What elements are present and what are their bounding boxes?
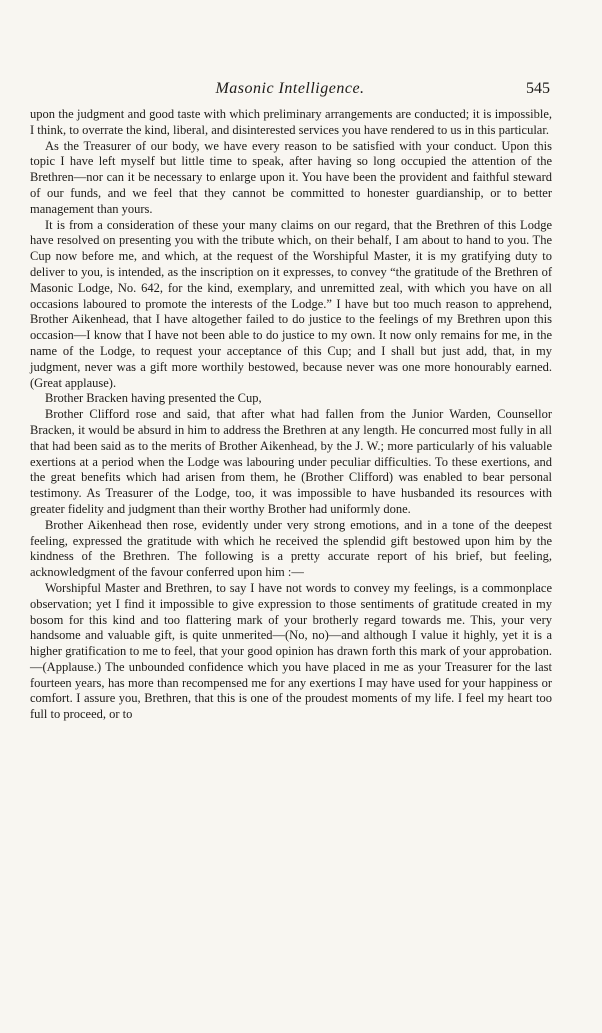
paragraph-3: It is from a consideration of these your many claims on our regard, that the Brethren of this Lodge have resolved on presenting you with the tribute which, on their behalf, I am about to hand to you. The Cup now before me, and which, at the request of the Worshipful Master, it is my gratifying duty to deliver to you, is intended, as the inscription on it expresses, to convey “the gratitude of the Brethren of Masonic Lodge, No. 642, for the kind, exemplary, and unremitted zeal, with which you have on all occasions laboured to promote the interests of the Lodge.” I have but too much reason to apprehend, Brother Aikenhead, that I have altogether failed to do justice to the feelings of my Brethren upon this occasion—I know that I have not been able to do justice to my own. It now only remains for me, in the name of the Lodge, to request your acceptance of this Cup; and I shall but just add, that, in my judgment, never was a gift more worthily bestowed, because never was one more honourably earned. (Great applause). <box>30 217 552 390</box>
body-text <box>30 107 552 723</box>
page-header <box>30 80 550 102</box>
page-number: 545 <box>526 80 550 97</box>
paragraph-4: Brother Bracken having presented the Cup, <box>45 391 262 406</box>
paragraph-2: As the Treasurer of our body, we have every reason to be satisfied with your conduct. Upon this topic I have left myself but little time to speak, after having so long occupied the attention of the Brethren—nor can it be necessary to enlarge upon it. You have been the provident and faithful steward of our funds, and we feel that they cannot be committed to honester guardianship, or to better management than yours. <box>30 138 552 216</box>
running-title: Masonic Intelligence. <box>215 80 365 97</box>
paragraph-5: Brother Clifford rose and said, that after what had fallen from the Junior Warden, Counsellor Bracken, it would be absurd in him to address the Brethren at any length. He concurred most fully in all that had been said as to the merits of Brother Aikenhead, by the J. W.; more particularly of his valuable exertions at a period when the Lodge was labouring under peculiar difficulties. To these exertions, and the great benefits which had arisen from them, he (Brother Clifford) was enabled to bear personal testimony. As Treasurer of the Lodge, too, it was impossible to have husbanded its resources with greater fidelity and judgment than their worthy Brother had uniformly done. <box>30 407 552 516</box>
paragraph-6: Brother Aikenhead then rose, evidently under very strong emotions, and in a tone of the deepest feeling, expressed the gratitude with which he received the splendid gift bestowed upon him by the kindness of the Brethren. The following is a pretty accurate report of his brief, but feeling, acknowledgment of the favour conferred upon him :— <box>30 517 552 580</box>
paragraph-7: Worshipful Master and Brethren, to say I have not words to convey my feelings, is a commonplace observation; yet I find it impossible to give expression to those sentiments of gratitude created in my bosom for this kind and too flattering mark of your brotherly regard towards me. This, your very handsome and valuable gift, is quite unmerited—(No, no)—and although I value it highly, yet it is a higher gratification to me to feel, that your good opinion has drawn forth this mark of your approbation.—(Applause.) The unbounded confidence which you have placed in me as your Treasurer for the last fourteen years, has more than recompensed me for any exertions I may have used for your happiness or comfort. I assure you, Brethren, that this is one of the proudest moments of my life. I feel my heart too full to proceed, or to <box>30 580 552 722</box>
paragraph-1: upon the judgment and good taste with which preliminary arrangements are conducted; it is impossible, I think, to overrate the kind, liberal, and disinterested services you have rendered to us in this particular. <box>30 107 552 137</box>
